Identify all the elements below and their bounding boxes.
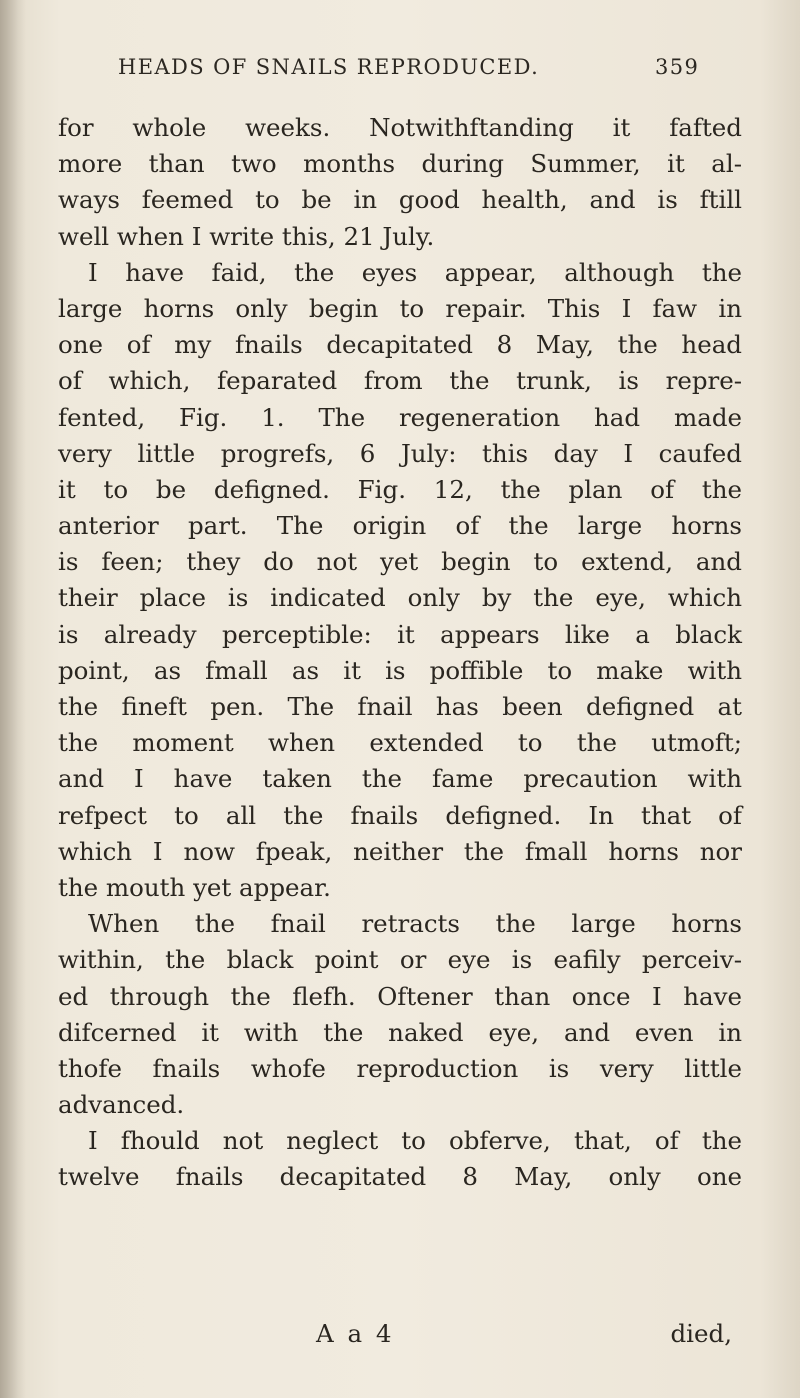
text-line: of which, feparated from the trunk, is repre- — [58, 366, 742, 396]
text-line: is already perceptible: it appears like a black — [58, 619, 742, 649]
text-line: it to be defigned. Fig. 12, the plan of the — [58, 474, 742, 504]
text-line: their place is indicated only by the eye, which — [58, 583, 742, 613]
body-text — [58, 110, 742, 1196]
text-line: one of my fnails decapitated 8 May, the head — [58, 330, 742, 360]
page-gutter-shadow — [0, 0, 26, 1398]
text-line: which I now fpeak, neither the fmall horns nor — [58, 836, 742, 866]
text-line: twelve fnails decapitated 8 May, only one — [58, 1162, 742, 1192]
text-line: fented, Fig. 1. The regeneration had made — [58, 402, 742, 432]
text-line: ways feemed to be in good health, and is ftill — [58, 185, 742, 215]
running-head: HEADS OF SNAILS REPRODUCED. — [118, 55, 540, 79]
text-line: refpect to all the fnails defigned. In that of — [58, 800, 742, 830]
text-line: is feen; they do not yet begin to extend, and — [58, 547, 742, 577]
text-line: thofe fnails whofe reproduction is very little — [58, 1053, 742, 1083]
text-line: for whole weeks. Notwithftanding it fafted — [58, 113, 742, 142]
text-line: I have faid, the eyes appear, although the — [88, 257, 742, 287]
catchword: died, — [670, 1319, 732, 1348]
text-line: difcerned it with the naked eye, and even in — [58, 1017, 742, 1047]
text-line: the moment when extended to the utmoft; — [58, 728, 742, 758]
text-line: I fhould not neglect to obferve, that, of the — [88, 1126, 742, 1156]
text-line: point, as fmall as it is poffible to make with — [58, 655, 742, 685]
text-line: the fineft pen. The fnail has been defigned at — [58, 692, 742, 721]
page-number: 359 — [655, 55, 700, 79]
signature-mark: A a 4 — [316, 1319, 395, 1348]
text-line: very little progrefs, 6 July: this day I caufed — [58, 438, 742, 468]
text-line: ed through the flefh. Oftener than once I have — [58, 981, 742, 1011]
page-footer — [58, 1319, 742, 1355]
text-line: large horns only begin to repair. This I faw in — [58, 293, 742, 323]
text-line: When the fnail retracts the large horns — [88, 909, 742, 939]
text-line: and I have taken the fame precaution with — [58, 764, 742, 794]
text-line: well when I write this, 21 July. — [58, 221, 435, 251]
text-line: anterior part. The origin of the large horns — [58, 511, 742, 541]
text-line: the mouth yet appear. — [58, 872, 331, 902]
text-line: advanced. — [58, 1090, 185, 1120]
text-line: more than two months during Summer, it al- — [58, 149, 742, 179]
text-line: within, the black point or eye is eafily perceiv- — [58, 945, 742, 975]
